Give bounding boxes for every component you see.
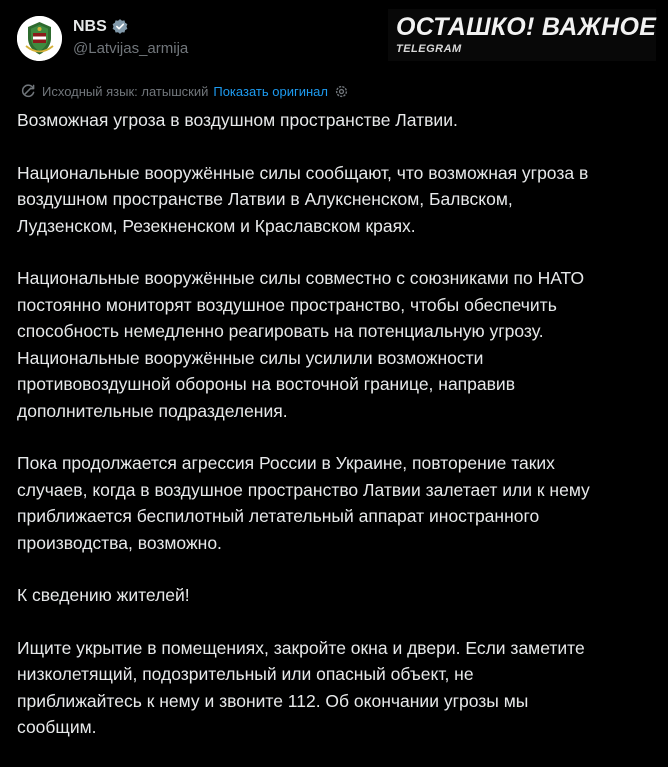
post-text xyxy=(17,107,657,767)
post-paragraph: Ищите укрытие в помещениях, закройте окна и двери. Если заметите низколетящий, подозрительный или опасный объект, не приближайтесь к нему и звоните 112. Об окончании угрозы мы сообщим. xyxy=(17,637,585,737)
verified-badge-icon xyxy=(111,18,129,36)
show-original-link[interactable]: Показать оригинал xyxy=(213,83,328,99)
post-paragraph: К сведению жителей! xyxy=(17,585,190,605)
author-info xyxy=(73,16,188,57)
translation-bar xyxy=(20,81,349,101)
channel-watermark xyxy=(388,9,656,61)
source-language-text: Исходный язык: латышский xyxy=(42,83,209,99)
author-handle[interactable]: @Latvijas_armija xyxy=(73,40,189,57)
author-display-name[interactable]: NBS xyxy=(73,18,107,35)
gear-icon[interactable] xyxy=(334,84,349,99)
watermark-title: ОСТАШКО! ВАЖНОЕ xyxy=(396,13,657,41)
nbs-emblem-icon xyxy=(17,16,62,61)
avatar[interactable] xyxy=(17,16,62,61)
post-paragraph: Национальные вооружённые силы совместно с союзниками по НАТО постоянно мониторят воздушное пространство, чтобы обеспечить способность немедленно реагировать на потенциальную угрозу. Национальные вооружённые силы усилили возможности противовоздушной обороны на восточной границе, направив дополнительные подразделения. xyxy=(17,268,585,421)
post-paragraph: Возможная угроза в воздушном пространстве Латвии. xyxy=(17,110,458,130)
post-paragraph: Национальные вооружённые силы сообщают, что возможная угроза в воздушном пространстве Латвии в Алуксненском, Балвском, Лудзенском, Резекненском и Краславском краях. xyxy=(17,162,589,236)
watermark-subtitle: TELEGRAM xyxy=(396,43,462,55)
translate-icon xyxy=(20,83,36,99)
post-paragraph: Пока продолжается агрессия России в Украине, повторение таких случаев, когда в воздушное пространство Латвии залетает или к нему приближается беспилотный летательный аппарат иностранного производства, возможно. xyxy=(17,453,590,553)
